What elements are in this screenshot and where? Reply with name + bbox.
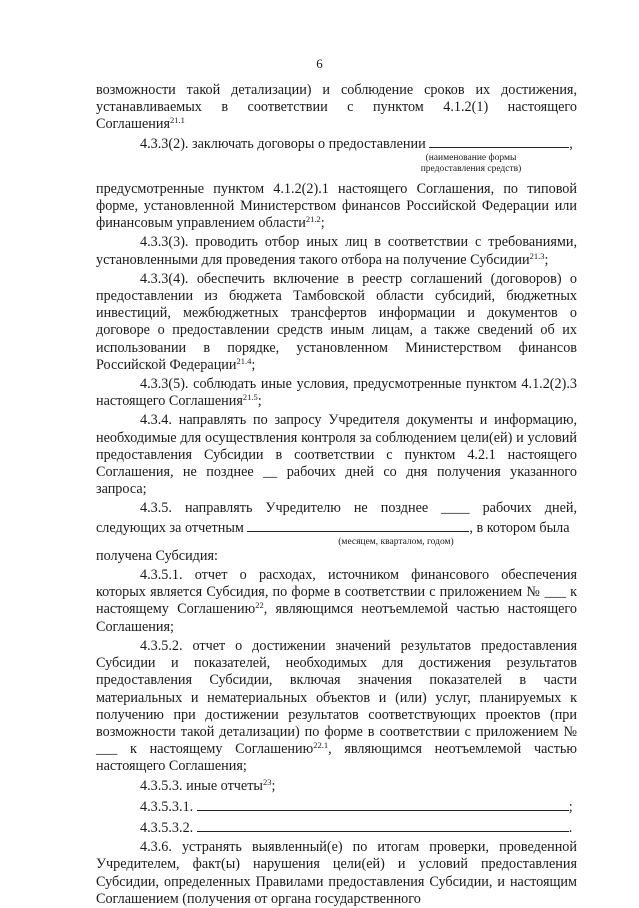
clause-4-3-5-1: 4.3.5.1. отчет о расходах, источником финансового обеспечения которых является Субсидия, по форме в соответствии с приложением № ___ к настоящему Соглашению$^{22}$, являющимся неотъемлемой частью настоящего Соглашения;	[96, 567, 577, 635]
clause-4-3-3-2: 4.3.3(2). заключать договоры о предоставлении ,	[140, 135, 573, 152]
document-body	[96, 82, 577, 908]
clause-4-3-5-3-1: 4.3.5.3.1. ;	[140, 798, 573, 815]
page-number: 6	[316, 56, 323, 71]
blank-field	[197, 818, 569, 832]
clause-4-3-5-3: 4.3.5.3. иные отчеты$^{23}$;	[140, 776, 276, 794]
clause-4-3-4: 4.3.4. направлять по запросу Учредителя документы и информацию, необходимые для осуществления контроля за соблюдением цели(ей) и условий предоставления Субсидии в соответствии с пунктом 4.2.1 настоящего Соглашения, не позднее __ рабочих дней со дня получения указанного запроса;	[96, 412, 577, 498]
text-line: возможности такой детализации) и соблюдение сроков их достижения,	[96, 82, 577, 98]
text-line: устанавливаемых в соответствии с пунктом 4.1.2(1) настоящего	[96, 99, 577, 116]
blank-field	[197, 797, 569, 811]
field-hint: (наименование формы предоставления средств)	[420, 152, 522, 174]
footnote-ref: 21.1	[169, 115, 185, 126]
field-hint: (месяцем, кварталом, годом)	[338, 536, 454, 547]
blank-field	[247, 518, 469, 532]
clause-4-3-6: 4.3.6. устранять выявленный(е) по итогам проверки, проведенной Учредителем, факт(ы) нарушения цели(ей) и условий предоставления Субсидии, определенных Правилами предоставления Субсидии, и настоящим Соглашением (получения от органа государственного	[96, 839, 577, 907]
clause-4-3-5-line3: получена Субсидия:	[96, 547, 218, 564]
blank-field	[429, 134, 569, 148]
clause-4-3-3-4: 4.3.3(4). обеспечить включение в реестр соглашений (договоров) о предоставлении из бюджета Тамбовской области субсидий, бюджетных инвестиций, межбюджетных трансфертов информации и документов о договоре о предоставлении средств иным лицам, а также сведений об их использовании в порядке, установленном Министерством финансов Российской Федерации$^{21.4}$;	[96, 270, 577, 373]
clause-4-3-3-3: 4.3.3(3). проводить отбор иных лиц в соответствии с требованиями, установленными для проведения такого отбора на получение Субсидии$^{21.3}$;	[96, 234, 577, 268]
text-line: Соглашения$^{21.1}$	[96, 115, 185, 133]
clause-4-3-5: 4.3.5. направлять Учредителю не позднее ____ рабочих дней,	[140, 500, 577, 517]
clause-4-3-5-2: 4.3.5.2. отчет о достижении значений результатов предоставления Субсидии и показателей, необходимых для достижения результатов предоставления Субсидии, включая значения показателей в части материальных и нематериальных объектов и (или) услуг, планируемых к получению при достижении результатов соответствующих проектов (при возможности такой детализации) по форме в соответствии с приложением № ___ к настоящему Соглашению$^{22.1}$, являющимся неотъемлемой частью настоящего Соглашения;	[96, 637, 577, 775]
clause-4-3-5-3-2: 4.3.5.3.2. .	[140, 819, 573, 836]
clause-4-3-3-5: 4.3.3(5). соблюдать иные условия, предусмотренные пунктом 4.1.2(2).3 настоящего Соглашения$^{21.5}$;	[96, 376, 577, 410]
clause-4-3-5-line2: следующих за отчетным , в котором была	[96, 519, 570, 536]
clause-4-3-3-2-cont: предусмотренные пунктом 4.1.2(2).1 настоящего Соглашения, по типовой форме, установленной Министерством финансов Российской Федерации или финансовым управлением области$^{21.2}$;	[96, 180, 577, 232]
